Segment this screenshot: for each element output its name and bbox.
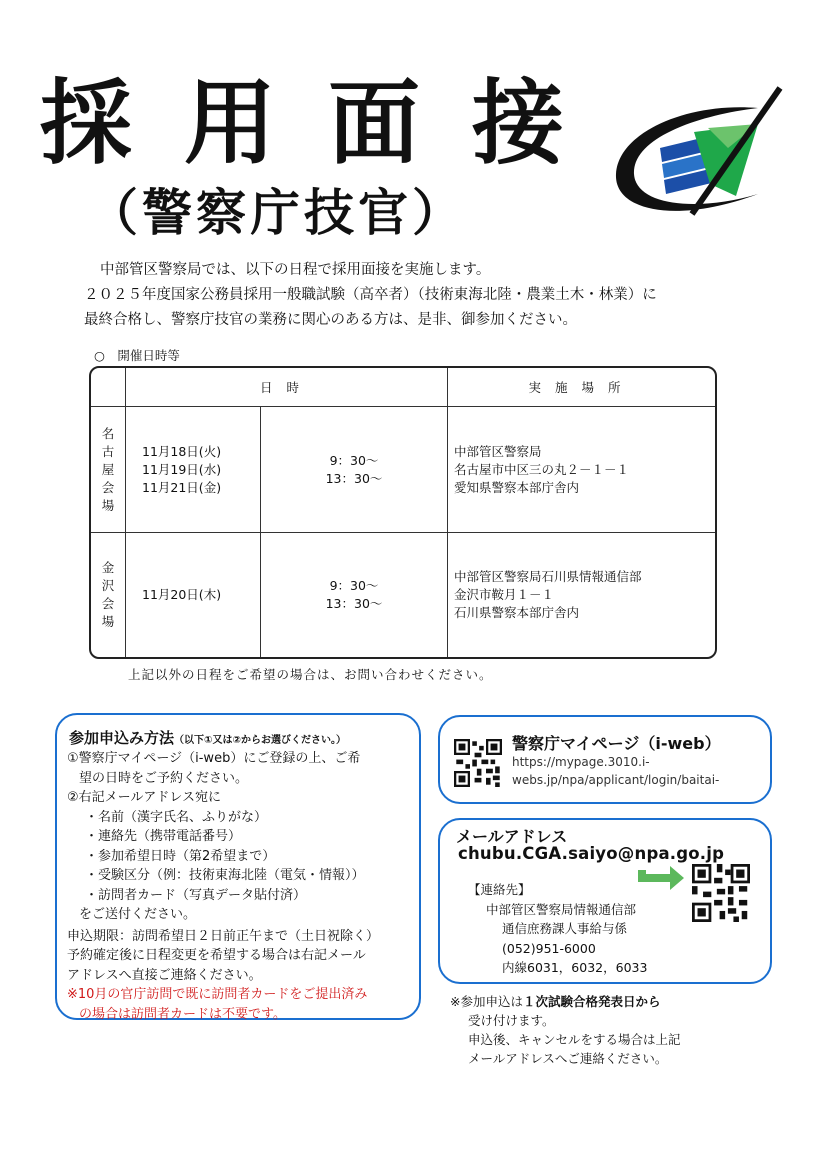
apply-title: 参加申込み方法（以下①又は②からお選びください。） [69, 729, 346, 747]
apply-line: をご送付ください。 [79, 907, 197, 922]
apply-line: ・参加希望日時（第2希望まで） [85, 848, 276, 864]
table-header-row [91, 368, 715, 407]
apply-line: アドレスへ直接ご連絡ください。 [67, 967, 262, 983]
footer-note-line: 受け付けます。 [468, 1013, 555, 1028]
contact-dept: 通信庶務課人事給与係 [502, 921, 628, 936]
dates-nagoya: 11月18日(火) 11月19日(水) 11月21日(金) [126, 407, 261, 533]
dates-kanazawa: 11月20日(木) [126, 533, 261, 657]
apply-line: ・名前（漢字氏名、ふりがな） [85, 809, 268, 825]
table-row [91, 407, 715, 533]
apply-body [67, 749, 415, 1024]
header-datetime: 日時 [126, 368, 448, 407]
intro-line: ２０２５年度国家公務員採用一般職試験（高卒者）（技術東海北陸・農業土木・林業）に [84, 287, 657, 303]
apply-box [55, 713, 421, 1020]
footer-note-line: 申込後、キャンセルをする場合は上記 [468, 1032, 681, 1047]
schedule-label: ○ 開催日時等 [94, 348, 180, 363]
iweb-box [438, 715, 772, 804]
iweb-url[interactable]: https://mypage.3010.i- webs.jp/npa/applicant/login/baitai- [512, 755, 720, 787]
mail-title: メールアドレス [456, 827, 568, 846]
intro-text [84, 258, 784, 333]
intro-line: 中部管区警察局では、以下の日程で採用面接を実施します。 [100, 262, 491, 278]
footer-note-line: ※参加申込は１次試験合格発表日から [450, 994, 661, 1009]
schedule-table [89, 366, 717, 659]
apply-line: ①警察庁マイページ（i-web）にご登録の上、ご希 [67, 751, 361, 766]
times-nagoya: 9：30～ 13：30～ [261, 407, 448, 533]
table-row [91, 533, 715, 657]
apply-line: ②右記メールアドレス宛に [67, 790, 222, 805]
agency-logo-icon [608, 84, 788, 244]
qr-code-icon[interactable] [454, 739, 502, 787]
times-kanazawa: 9：30～ 13：30～ [261, 533, 448, 657]
header-place: 実施場所 [448, 368, 715, 407]
apply-line: ・受験区分（例：技術東海北陸（電気・情報）） [85, 868, 365, 883]
venue-kanazawa: 金 沢 会 場 [91, 533, 126, 657]
footer-note [450, 992, 810, 1068]
apply-line: 予約確定後に日程変更を希望する場合は右記メール [67, 948, 366, 963]
schedule-note: 上記以外の日程をご希望の場合は、お問い合わせください。 [128, 667, 493, 682]
apply-title-note: （以下①又は②からお選びください。） [174, 735, 346, 746]
place-nagoya: 中部管区警察局 名古屋市中区三の丸２－１－１ 愛知県警察本部庁舎内 [448, 407, 715, 533]
apply-line: ・連絡先（携帯電話番号） [85, 829, 242, 844]
iweb-title: 警察庁マイページ（i-web） [512, 734, 721, 753]
page-subtitle: （警察庁技官） [88, 184, 466, 242]
contact-tel: (052)951-6000 [502, 940, 596, 956]
mail-box [438, 818, 772, 984]
apply-red-note: ※10月の官庁訪問で既に訪問者カードをご提出済み [67, 987, 368, 1002]
contact-ext: 内線6031，6032，6033 [502, 960, 648, 975]
footer-note-bold: １次試験合格発表日から [522, 994, 661, 1009]
place-kanazawa: 中部管区警察局石川県情報通信部 金沢市鞍月１－１ 石川県警察本部庁舎内 [454, 569, 642, 620]
mail-address-link[interactable]: chubu.CGA.saiyo@npa.go.jp [458, 844, 725, 863]
apply-red-note: の場合は訪問者カードは不要です。 [79, 1006, 286, 1022]
intro-line: 最終合格し、警察庁技官の業務に関心のある方は、是非、御参加ください。 [84, 312, 577, 328]
apply-line: ・訪問者カード（写真データ貼付済） [85, 887, 307, 903]
header-blank-cell [91, 368, 126, 407]
apply-deadline: 申込期限：訪問希望日２日前正午まで（土日祝除く） [67, 928, 380, 944]
qr-code-icon[interactable] [692, 864, 750, 922]
contact-org: 中部管区警察局情報通信部 [486, 901, 637, 917]
contact-info [468, 880, 647, 978]
page-title: 採用面接 [40, 70, 617, 177]
contact-label: 【連絡先】 [468, 882, 531, 897]
footer-note-line: メールアドレスへご連絡ください。 [468, 1051, 668, 1066]
venue-nagoya: 名 古 屋 会 場 [91, 407, 126, 533]
apply-line: 望の日時をご予約ください。 [79, 770, 249, 786]
